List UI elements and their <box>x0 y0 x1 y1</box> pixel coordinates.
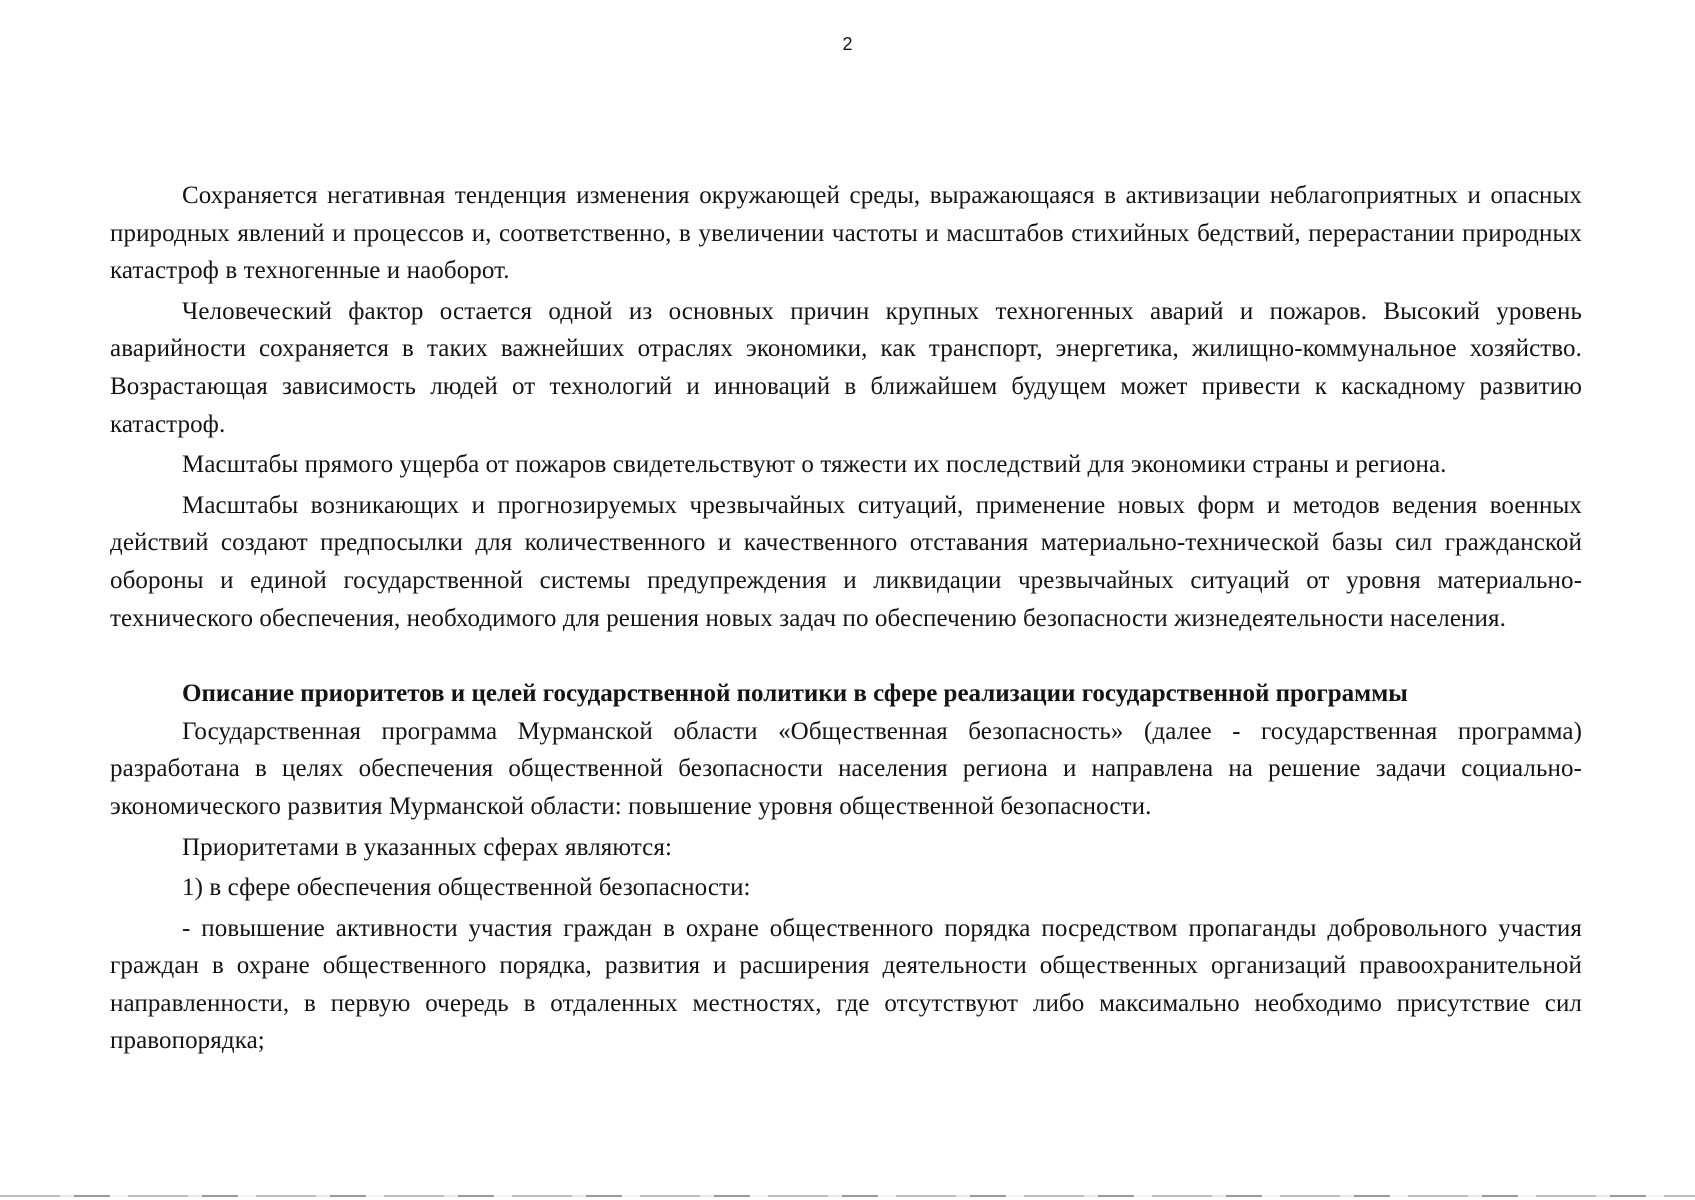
paragraph-human-factor: Человеческий фактор остается одной из основных причин крупных техногенных аварий и пожаров. Высокий уровень аварийности сохраняется в таких важнейших отраслях экономики, как транспорт, энергетика, жилищно-коммунальное хозяйство. Возрастающая зависимость людей от технологий и инноваций в ближайшем будущем может привести к каскадному развитию катастроф. <box>110 297 1582 438</box>
paragraph-environment-trend: Сохраняется негативная тенденция изменения окружающей среды, выражающаяся в активизации неблагоприятных и опасных природных явлений и процессов и, соответственно, в увеличении частоты и масштабов стихийных бедствий, перерастании природных катастроф в техногенные и наоборот. <box>110 182 1582 285</box>
list-item-citizen-participation: - повышение активности участия граждан в охране общественного порядка посредством пропаганды добровольного участия граждан в охране общественного порядка, развития и расширения деятельности общественных организаций правоохранительной направленности, в первую очередь в отдаленных местностях, где отсутствуют либо максимально необходимо присутствие сил правопорядка; <box>110 914 1582 1055</box>
document-body <box>110 177 1582 1063</box>
list-item-public-safety: 1) в сфере обеспечения общественной безопасности: <box>182 874 751 902</box>
paragraph-emergency-scale: Масштабы возникающих и прогнозируемых чрезвычайных ситуаций, применение новых форм и методов ведения военных действий создают предпосылки для количественного и качественного отставания материально-технической базы сил гражданской обороны и единой государственной системы предупреждения и ликвидации чрезвычайных ситуаций от уровня материально-технического обеспечения, необходимого для решения новых задач по обеспечению безопасности жизнедеятельности населения. <box>110 491 1582 632</box>
paragraph-priorities-intro: Приоритетами в указанных сферах являются: <box>182 833 673 861</box>
paragraph-fire-damage: Масштабы прямого ущерба от пожаров свидетельствуют о тяжести их последствий для экономики страны и региона. <box>182 451 1447 479</box>
paragraph-program-description: Государственная программа Мурманской области «Общественная безопасность» (далее - государственная программа) разработана в целях обеспечения общественной безопасности населения региона и направлена на решение задачи социально-экономического развития Мурманской области: повышение уровня общественной безопасности. <box>110 717 1582 820</box>
page-number: 2 <box>842 34 853 54</box>
scan-edge-line <box>0 1195 1695 1197</box>
section-heading: Описание приоритетов и целей государственной политики в сфере реализации государственной программы <box>182 680 1408 708</box>
